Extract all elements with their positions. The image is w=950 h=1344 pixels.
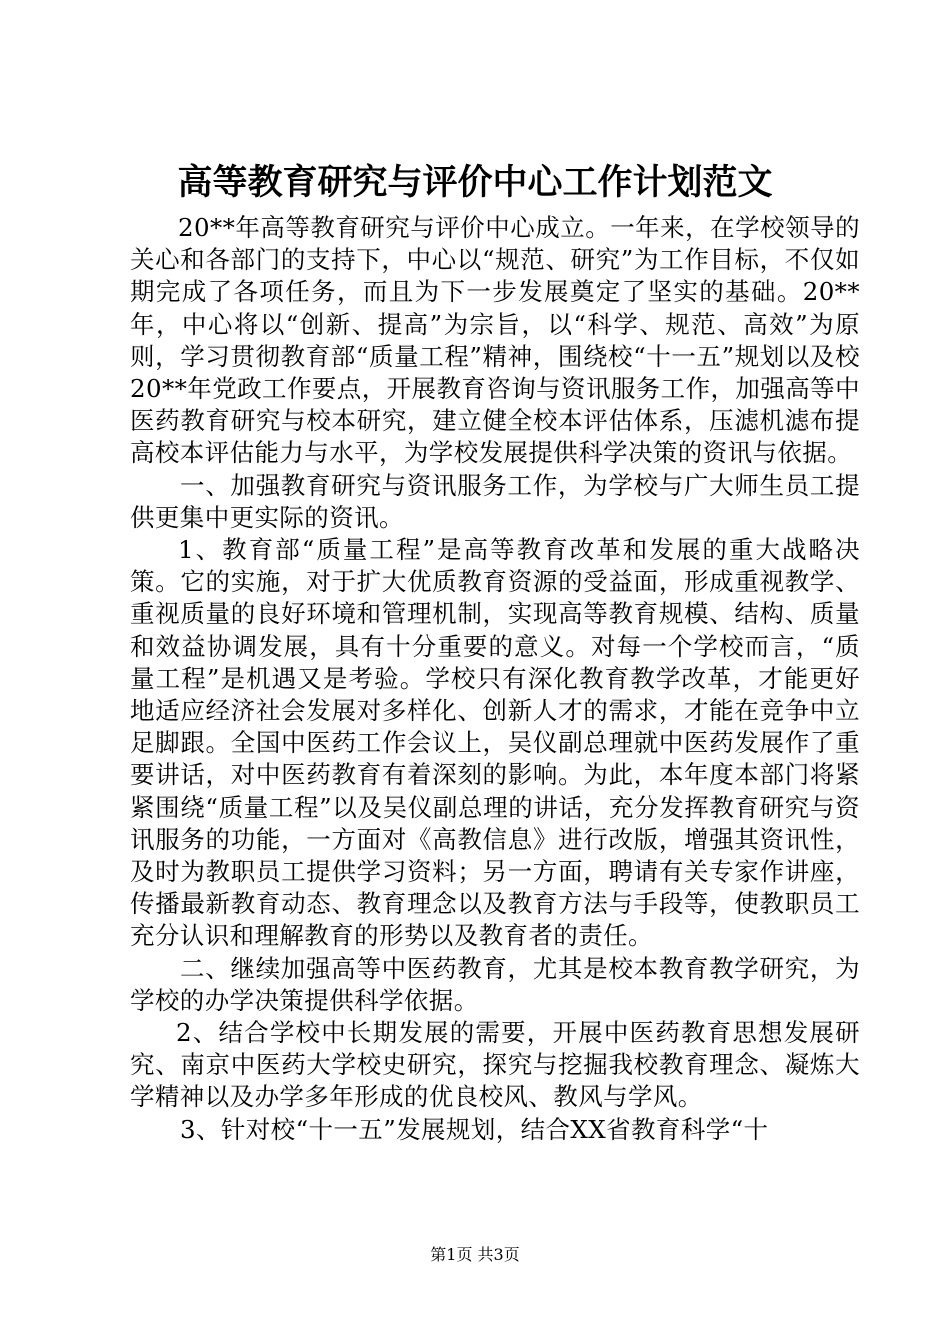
document-body [130, 212, 860, 1146]
paragraph-section-one-heading: 一、加强教育研究与资讯服务工作，为学校与广大师生员工提供更集中更实际的资讯。 [130, 470, 860, 532]
paragraph-item-2: 2、结合学校中长期发展的需要，开展中医药教育思想发展研究、南京中医药大学校史研究，探究与挖掘我校教育理念、凝炼大学精神以及办学多年形成的优良校风、教风与学风。 [130, 1018, 860, 1112]
document-title: 高等教育研究与评价中心工作计划范文 [177, 162, 773, 203]
paragraph-item-1: 1、教育部“质量工程”是高等教育改革和发展的重大战略决策。它的实施，对于扩大优质教育资源的受益面，形成重视教学、重视质量的良好环境和管理机制，实现高等教育规模、结构、质量和效益协调发展，具有十分重要的意义。对每一个学校而言，“质量工程”是机遇又是考验。学校只有深化教育教学改革，才能更好地适应经济社会发展对多样化、创新人才的需求，才能在竞争中立足脚跟。全国中医药工作会议上，吴仪副总理就中医药发展作了重要讲话，对中医药教育有着深刻的影响。为此，本年度本部门将紧紧围绕“质量工程”以及吴仪副总理的讲话，充分发挥教育研究与资讯服务的功能，一方面对《高教信息》进行改版，增强其资讯性，及时为教职员工提供学习资料；另一方面，聘请有关专家作讲座，传播最新教育动态、教育理念以及教育方法与手段等，使教职员工充分认识和理解教育的形势以及教育者的责任。 [130, 535, 860, 951]
page-footer: 第1页 共3页 [430, 1245, 520, 1264]
paragraph-item-3: 3、针对校“十一五”发展规划，结合XX省教育科学“十 [180, 1114, 769, 1144]
paragraph-intro: 20**年高等教育研究与评价中心成立。一年来，在学校领导的关心和各部门的支持下，中心以“规范、研究”为工作目标，不仅如期完成了各项任务，而且为下一步发展奠定了坚实的基础。20**年，中心将以“创新、提高”为宗旨，以“科学、规范、高效”为原则，学习贯彻教育部“质量工程”精神，围绕校“十一五”规划以及校20**年党政工作要点，开展教育咨询与资讯服务工作，加强高等中医药教育研究与校本研究，建立健全校本评估体系，压滤机滤布提高校本评估能力与水平，为学校发展提供科学决策的资讯与依据。 [130, 213, 860, 468]
paragraph-section-two-heading: 二、继续加强高等中医药教育，尤其是校本教育教学研究，为学校的办学决策提供科学依据。 [130, 953, 860, 1015]
